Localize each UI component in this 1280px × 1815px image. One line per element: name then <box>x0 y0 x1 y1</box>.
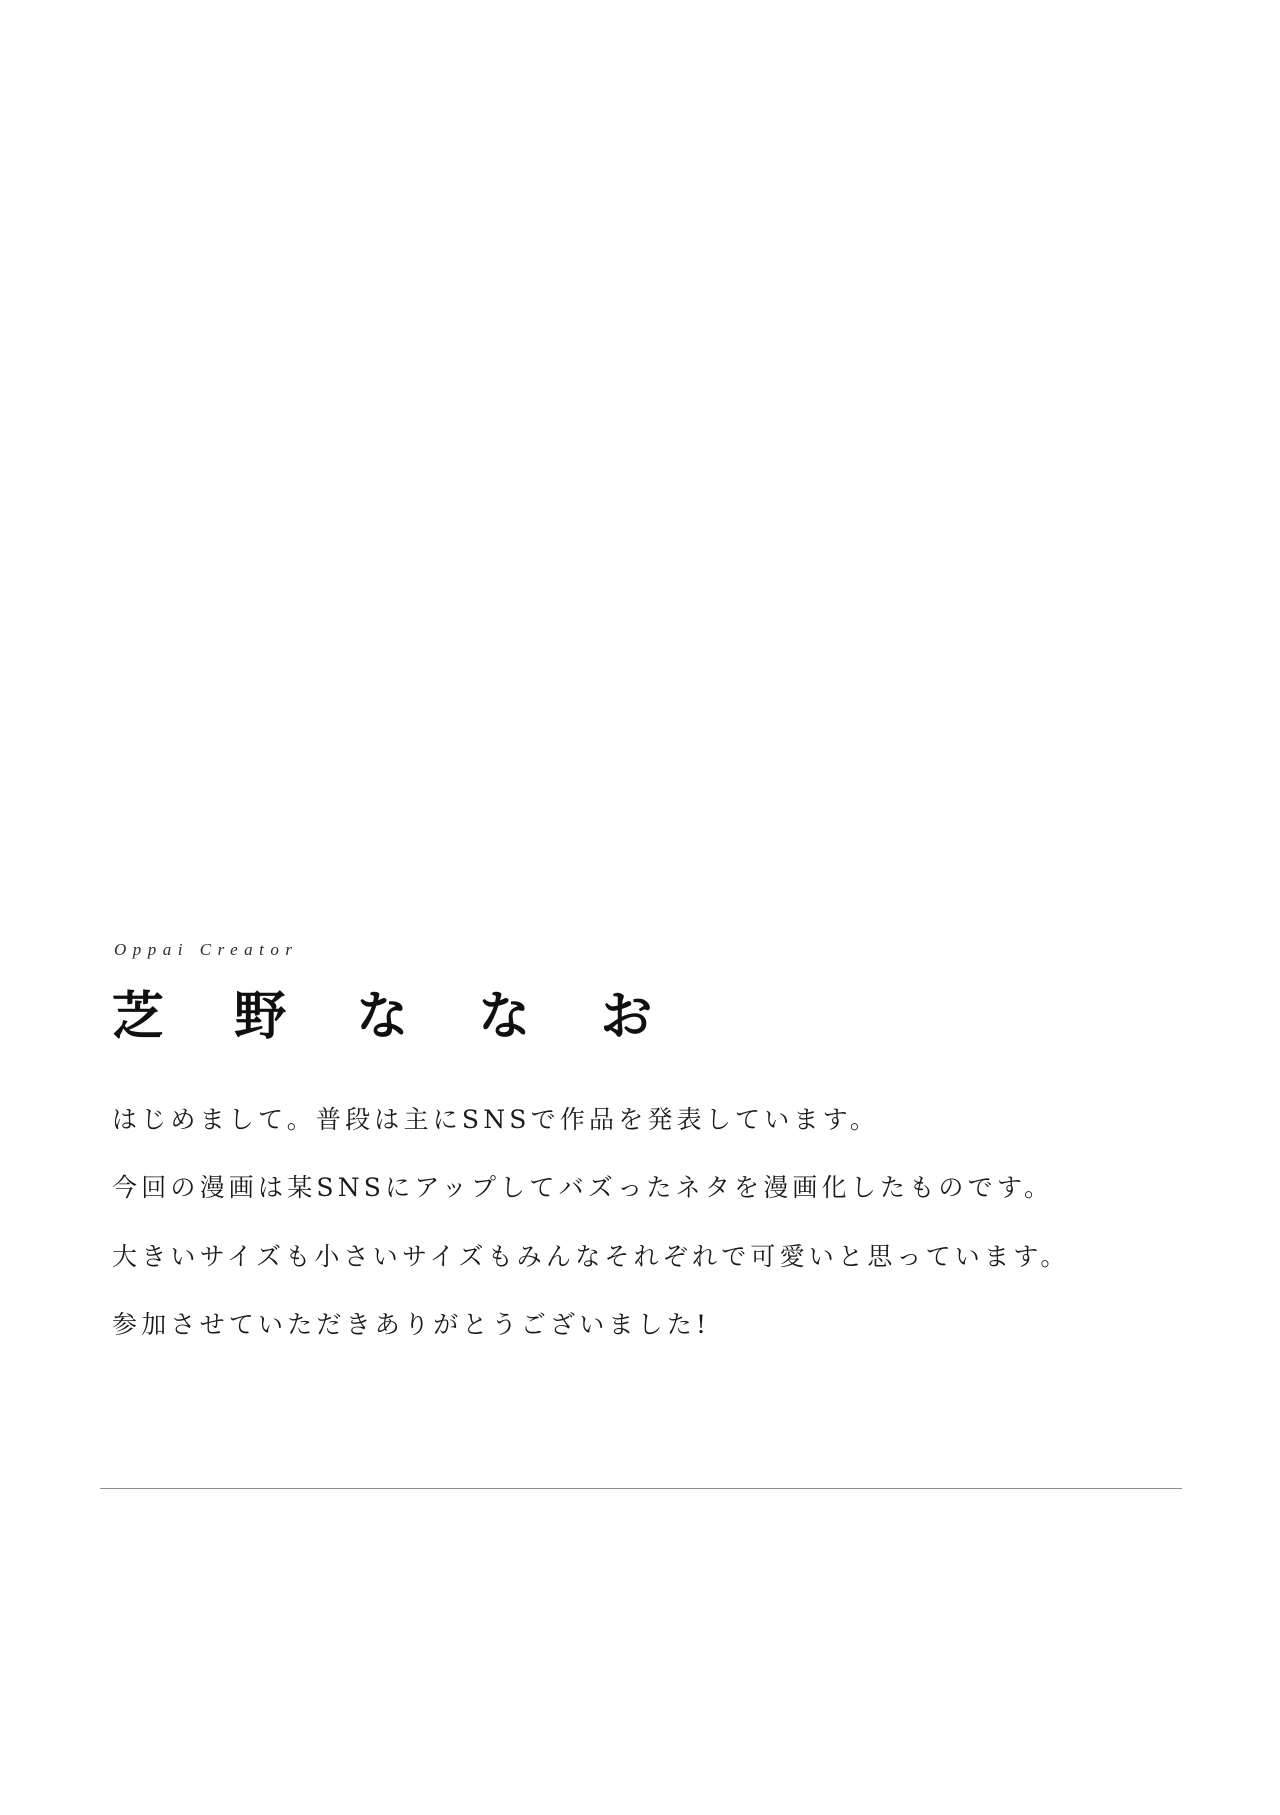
afterword-line: 大きいサイズも小さいサイズもみんなそれぞれで可愛いと思っています。 <box>112 1241 1070 1271</box>
footer-divider <box>100 1488 1182 1489</box>
afterword-line: はじめまして。普段は主にSNSで作品を発表しています。 <box>112 1105 880 1135</box>
creator-role-label: Oppai Creator <box>114 940 299 959</box>
afterword-line: 参加させていただきありがとうございました! <box>112 1309 711 1339</box>
afterword-block <box>112 940 1172 1338</box>
afterword-line: 今回の漫画は某SNSにアップしてバズったネタを漫画化したものです。 <box>112 1173 1054 1203</box>
afterword-text <box>112 1107 1172 1338</box>
author-name: 芝 野 な な お <box>112 986 679 1047</box>
